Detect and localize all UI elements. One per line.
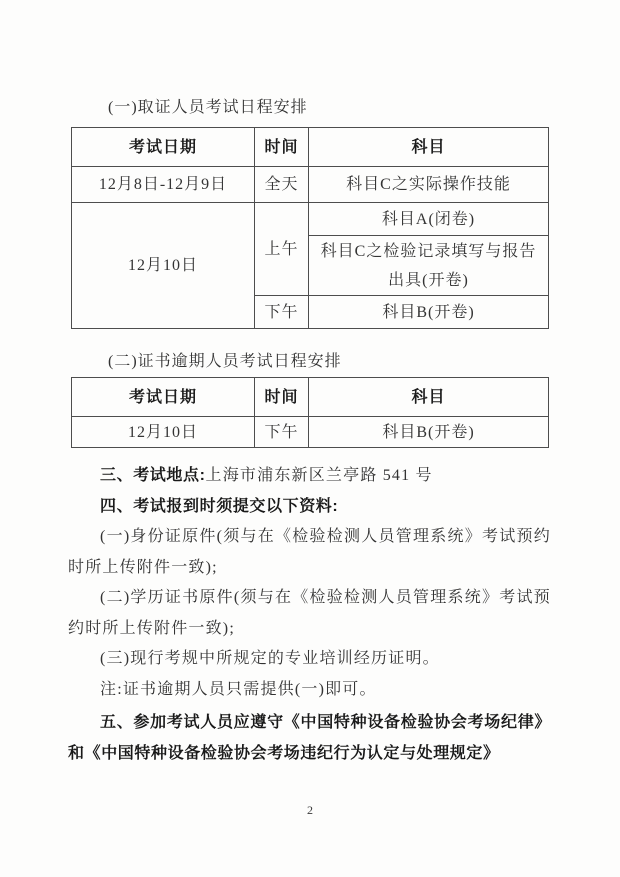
schedule-table-certification [71,127,549,329]
body-text [68,461,551,769]
cell-subject-c-practical: 科目C之实际操作技能 [309,167,549,203]
paragraph-required-materials: 四、考试报到时须提交以下资料: [100,497,339,515]
cell-date-dec10: 12月10日 [72,417,255,448]
paragraph-material-training-proof: (三)现行考规中所规定的专业培训经历证明。 [100,650,440,667]
table-header-row [72,378,549,417]
cell-subject-b: 科目B(开卷) [309,417,549,448]
cell-date-dec8-9: 12月8日-12月9日 [72,167,255,203]
header-subject: 科目 [309,128,549,167]
header-exam-date: 考试日期 [72,128,255,167]
cell-date-dec10: 12月10日 [72,203,255,329]
schedule-table-overdue [71,377,549,448]
table-row [72,167,549,203]
table-header-row [72,128,549,167]
paragraph-exam-location [68,461,551,492]
exam-location-value: 上海市浦东新区兰亭路 541 号 [205,467,433,484]
table-row [72,203,549,236]
cell-time-afternoon: 下午 [255,417,309,448]
paragraph-note: 注:证书逾期人员只需提供(一)即可。 [100,680,377,698]
header-time: 时间 [255,378,309,417]
table-row [72,417,549,448]
header-exam-date: 考试日期 [72,378,255,417]
cell-time-afternoon: 下午 [255,296,309,329]
section-two-heading: (二)证书逾期人员考试日程安排 [108,353,342,370]
header-subject: 科目 [309,378,549,417]
paragraph-exam-rules: 五、参加考试人员应遵守《中国特种设备检验协会考场纪律》和《中国特种设备检验协会考场违纪行为认定与处理规定》 [68,714,551,762]
cell-subject-b: 科目B(开卷) [309,296,549,329]
page-number: 2 [307,803,313,817]
cell-subject-c-record: 科目C之检验记录填写与报告出具(开卷) [309,236,549,296]
cell-time-morning: 上午 [255,203,309,296]
exam-location-label: 三、考试地点: [100,467,206,484]
paragraph-material-diploma: (二)学历证书原件(须与在《检验检测人员管理系统》考试预约时所上传附件一致); [68,589,551,637]
cell-time-allday: 全天 [255,167,309,203]
paragraph-material-id-card: (一)身份证原件(须与在《检验检测人员管理系统》考试预约时所上传附件一致); [68,528,551,576]
cell-subject-a: 科目A(闭卷) [309,203,549,236]
section-one-heading: (一)取证人员考试日程安排 [108,99,308,116]
header-time: 时间 [255,128,309,167]
